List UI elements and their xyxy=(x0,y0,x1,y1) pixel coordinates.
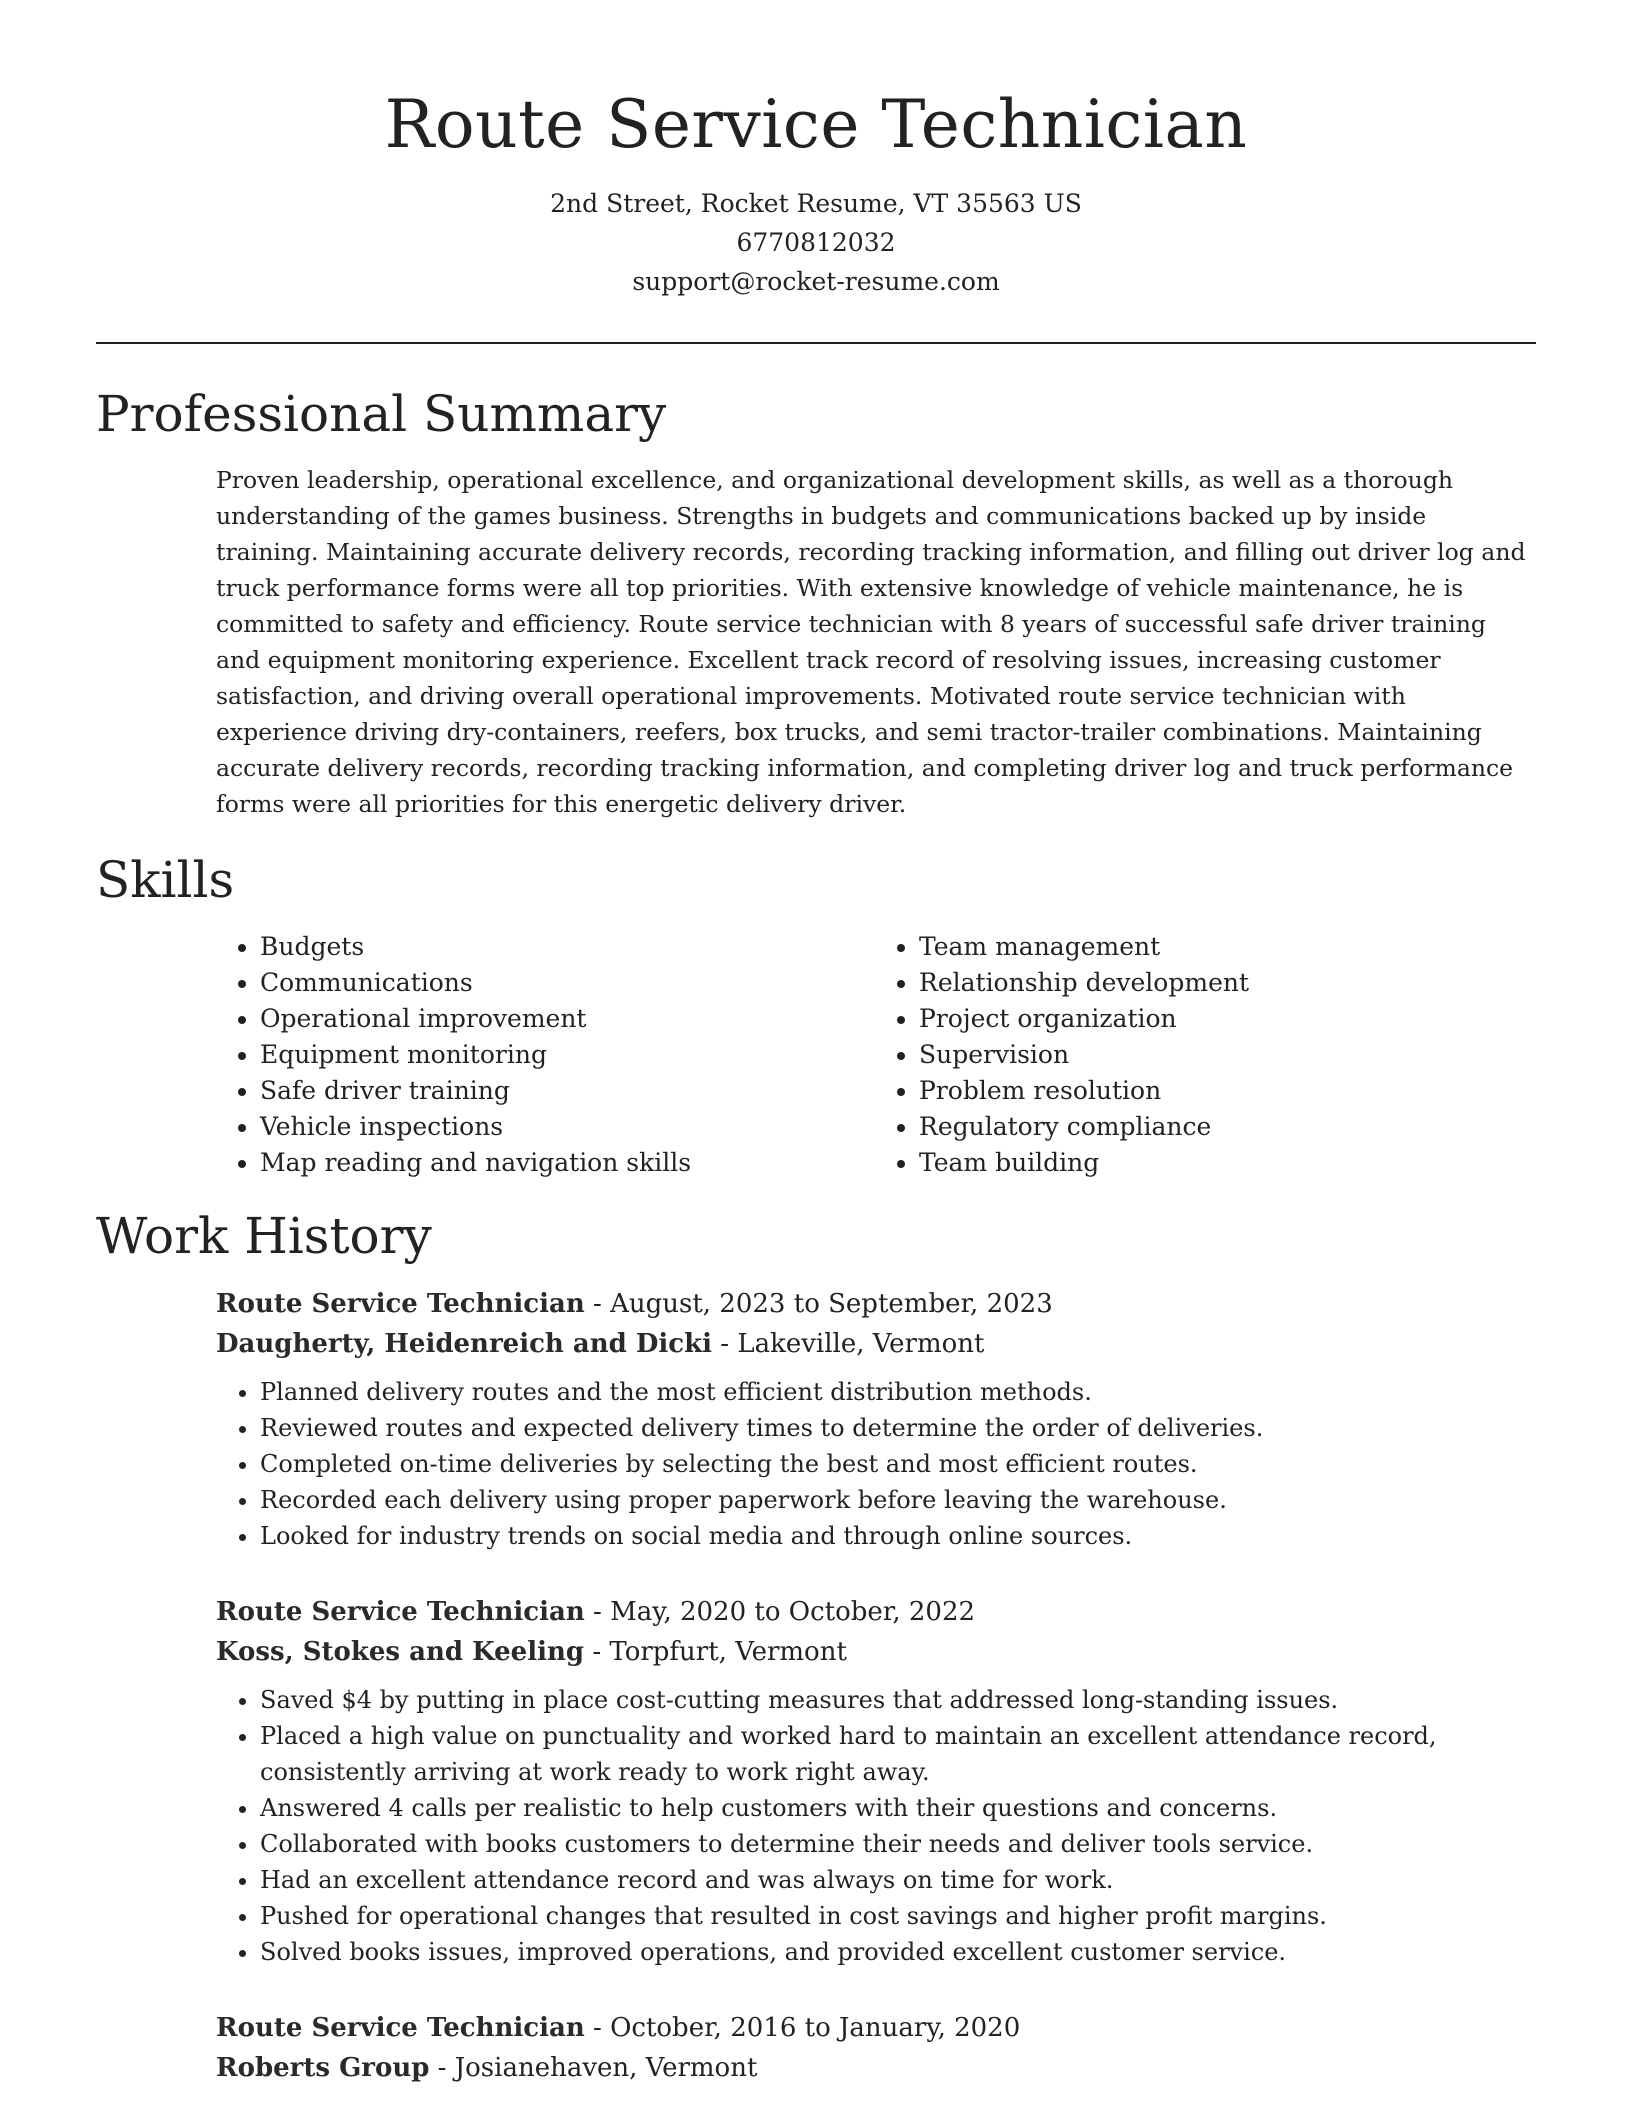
job-bullet: • Planned delivery routes and the most efficient distribution methods. xyxy=(260,1374,1534,1410)
work-history-heading: Work History xyxy=(96,1207,432,1265)
job-bullet: • Reviewed routes and expected delivery times to determine the order of deliveries. xyxy=(260,1410,1534,1446)
job-bullet: • Had an excellent attendance record and was always on time for work. xyxy=(260,1862,1534,1898)
skill-item: • Vehicle inspections xyxy=(260,1109,875,1145)
job-location: - Josianehaven, Vermont xyxy=(429,2053,758,2083)
summary-text: Proven leadership, operational excellence, and organizational development skills, as well as a thorough understanding of the games business. Strengths in budgets and communications backed up by inside training. Maintaining accurate delivery records, recording tracking information, and filling out driver log and truck performance forms were all top priorities. With extensive knowledge of vehicle maintenance, he is committed to safety and efficiency. Route service technician with 8 years of successful safe driver training and equipment monitoring experience. Excellent track record of resolving issues, increasing customer satisfaction, and driving overall operational improvements. Motivated route service technician with experience driving dry-containers, reefers, box trucks, and semi tractor-trailer combinations. Maintaining accurate delivery records, recording tracking information, and completing driver log and truck performance forms were all priorities for this energetic delivery driver. xyxy=(216,466,1526,818)
job-dates: - May, 2020 to October, 2022 xyxy=(584,1597,976,1627)
skill-item: • Team management xyxy=(919,929,1534,965)
skill-item: • Equipment monitoring xyxy=(260,1037,875,1073)
phone-line: 6770812032 xyxy=(736,228,896,257)
job-bullet: • Answered 4 calls per realistic to help customers with their questions and concerns. xyxy=(260,1790,1534,1826)
job-company-line xyxy=(216,1324,1534,1364)
job-bullet: • Placed a high value on punctuality and worked hard to maintain an excellent attendance record, consistently arriving at work ready to work right away. xyxy=(260,1718,1534,1790)
job-title: Route Service Technician xyxy=(216,1289,585,1319)
job-company: Koss, Stokes and Keeling xyxy=(216,1637,585,1667)
skill-item: • Regulatory compliance xyxy=(919,1109,1534,1145)
job-company: Daugherty, Heidenreich and Dicki xyxy=(216,1329,712,1359)
job-entry xyxy=(216,2008,1534,2088)
skills-grid xyxy=(216,929,1534,1181)
job-bullets xyxy=(216,1374,1534,1554)
skill-item: • Supervision xyxy=(919,1037,1534,1073)
job-bullet: • Looked for industry trends on social media and through online sources. xyxy=(260,1518,1534,1554)
skill-item: • Team building xyxy=(919,1145,1534,1181)
email-line: support@rocket-resume.com xyxy=(632,267,1000,296)
header-divider xyxy=(96,342,1536,344)
job-company-line xyxy=(216,2048,1534,2088)
skill-item: • Problem resolution xyxy=(919,1073,1534,1109)
job-bullets xyxy=(216,1682,1534,1970)
job-location: - Lakeville, Vermont xyxy=(712,1329,985,1359)
skill-item: • Relationship development xyxy=(919,965,1534,1001)
job-entry xyxy=(216,1592,1534,1970)
job-dates: - August, 2023 to September, 2023 xyxy=(584,1289,1053,1319)
skill-item: • Safe driver training xyxy=(260,1073,875,1109)
job-title-line xyxy=(216,2008,1534,2048)
job-company-line xyxy=(216,1632,1534,1672)
job-bullet: • Collaborated with books customers to determine their needs and deliver tools service. xyxy=(260,1826,1534,1862)
skill-item: • Map reading and navigation skills xyxy=(260,1145,875,1181)
candidate-name: Route Service Technician xyxy=(384,86,1248,163)
resume-header xyxy=(96,80,1536,301)
job-dates: - October, 2016 to January, 2020 xyxy=(584,2013,1021,2043)
skills-heading: Skills xyxy=(96,851,235,909)
job-title: Route Service Technician xyxy=(216,1597,585,1627)
skill-item: • Operational improvement xyxy=(260,1001,875,1037)
skill-item: • Budgets xyxy=(260,929,875,965)
skills-left-column xyxy=(216,929,875,1181)
job-bullet: • Solved books issues, improved operations, and provided excellent customer service. xyxy=(260,1934,1534,1970)
skills-right-column xyxy=(875,929,1534,1181)
job-title-line xyxy=(216,1284,1534,1324)
job-title-line xyxy=(216,1592,1534,1632)
job-bullet: • Recorded each delivery using proper paperwork before leaving the warehouse. xyxy=(260,1482,1534,1518)
job-bullet: • Pushed for operational changes that resulted in cost savings and higher profit margins. xyxy=(260,1898,1534,1934)
job-bullet: • Completed on-time deliveries by selecting the best and most efficient routes. xyxy=(260,1446,1534,1482)
skill-item: • Communications xyxy=(260,965,875,1001)
job-company: Roberts Group xyxy=(216,2053,430,2083)
job-title: Route Service Technician xyxy=(216,2013,585,2043)
job-entry xyxy=(216,1284,1534,1554)
address-line: 2nd Street, Rocket Resume, VT 35563 US xyxy=(550,189,1082,218)
job-bullet: • Saved $4 by putting in place cost-cutting measures that addressed long-standing issues. xyxy=(260,1682,1534,1718)
skill-item: • Project organization xyxy=(919,1001,1534,1037)
job-location: - Torpfurt, Vermont xyxy=(584,1637,847,1667)
summary-heading: Professional Summary xyxy=(96,385,667,443)
